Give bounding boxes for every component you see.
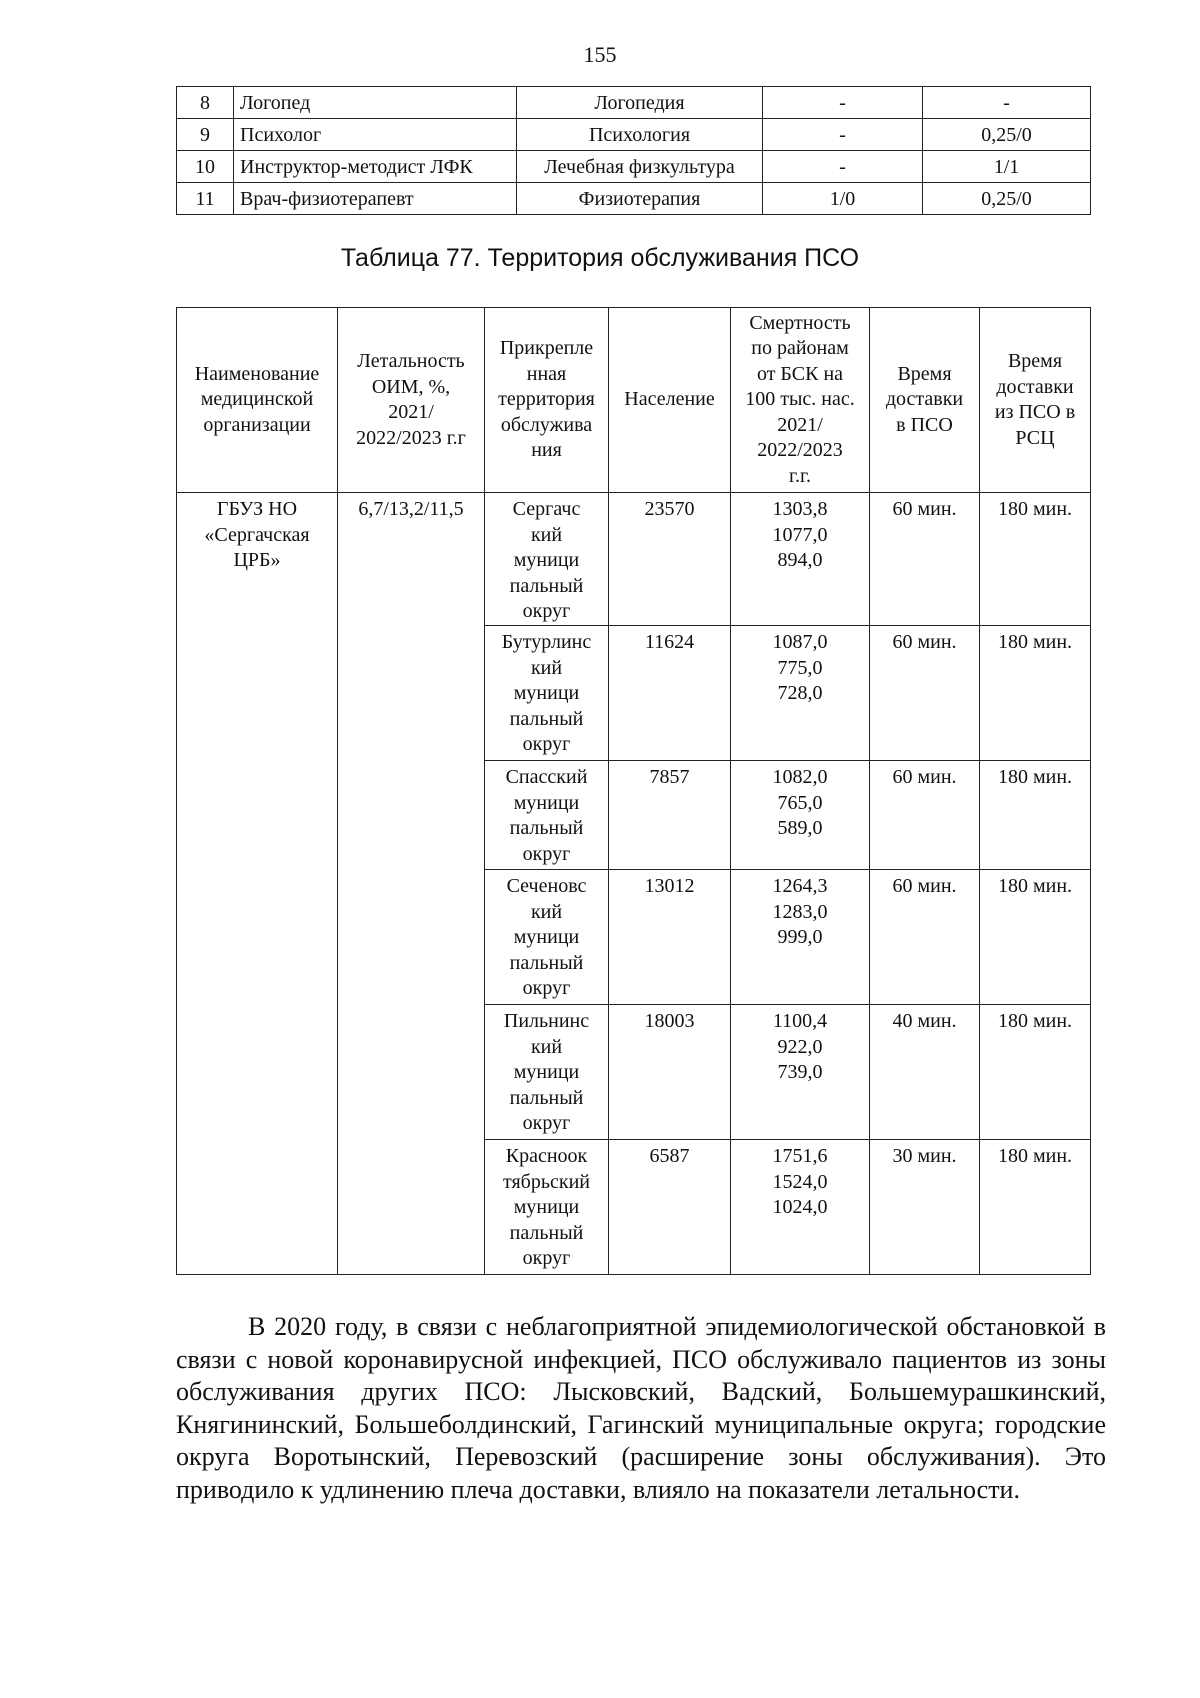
header-line: доставки	[996, 375, 1074, 398]
value-cell: -	[763, 119, 923, 151]
territory-line: Сергачс	[512, 498, 581, 520]
lethality-cell: 6,7/13,2/11,5	[338, 493, 485, 1275]
header-line: РСЦ	[1015, 426, 1055, 449]
territory-line: пальный	[509, 574, 584, 597]
mortality-value: 1283,0	[772, 900, 828, 923]
mortality-cell	[731, 761, 870, 870]
delivery-pso-cell: 30 мин.	[870, 1140, 980, 1275]
delivery-pso-cell: 60 мин.	[870, 761, 980, 870]
page-number: 155	[583, 42, 617, 67]
header-line: нная	[526, 362, 567, 385]
population-cell: 18003	[609, 1005, 731, 1140]
header-org	[177, 308, 338, 493]
territory-line: муници	[513, 926, 580, 948]
table-row	[177, 493, 1091, 626]
mortality-value: 894,0	[777, 549, 823, 571]
specialty-cell: Логопедия	[517, 87, 763, 119]
pso-territory-table	[176, 307, 1091, 1275]
header-line: медицинской	[200, 388, 314, 411]
territory-line: муници	[513, 1196, 580, 1218]
population-cell: 6587	[609, 1140, 731, 1275]
territory-line: кий	[530, 523, 563, 546]
territory-line: пальный	[509, 1086, 584, 1109]
territory-line: округ	[522, 1112, 571, 1134]
territory-line: пальный	[509, 1221, 584, 1244]
header-line: организации	[203, 413, 311, 436]
mortality-value: 589,0	[777, 817, 823, 839]
position-cell: Врач-физиотерапевт	[234, 183, 517, 215]
mortality-value: 999,0	[777, 926, 823, 948]
header-line: Время	[897, 362, 952, 385]
territory-cell	[485, 626, 609, 761]
header-line: по районам	[751, 337, 849, 360]
mortality-value: 1100,4	[772, 1010, 828, 1032]
territory-cell	[485, 761, 609, 870]
position-cell: Психолог	[234, 119, 517, 151]
organization-line: «Сергачская	[204, 523, 310, 546]
mortality-cell	[731, 870, 870, 1005]
position-cell: Логопед	[234, 87, 517, 119]
territory-line: Красноок	[505, 1145, 588, 1167]
mortality-value: 765,0	[777, 791, 823, 814]
mortality-value: 1087,0	[772, 631, 828, 653]
value-cell: -	[923, 87, 1091, 119]
mortality-value: 739,0	[777, 1061, 823, 1083]
mortality-value: 1524,0	[772, 1170, 828, 1193]
table-caption: Таблица 77. Территория обслуживания ПСО	[340, 244, 860, 272]
territory-line: кий	[530, 656, 563, 679]
header-line: 2021/	[777, 413, 823, 436]
organization-cell	[177, 493, 338, 1275]
delivery-rsc-cell: 180 мин.	[980, 493, 1091, 626]
territory-cell	[485, 1140, 609, 1275]
mortality-value: 1082,0	[772, 766, 828, 788]
header-line: 2022/2023 г.г	[356, 426, 466, 449]
organization-line: ГБУЗ НО	[216, 498, 298, 520]
row-number: 10	[177, 151, 234, 183]
mortality-value: 1077,0	[772, 523, 828, 546]
territory-cell	[485, 870, 609, 1005]
mortality-value: 1303,8	[772, 498, 828, 520]
delivery-pso-cell: 60 мин.	[870, 870, 980, 1005]
header-delivery-pso	[870, 308, 980, 493]
header-population	[609, 308, 731, 493]
population-cell: 13012	[609, 870, 731, 1005]
mortality-value: 775,0	[777, 656, 823, 679]
header-line: Смертность	[749, 311, 851, 334]
table-row	[177, 119, 1091, 151]
header-line: г.г.	[789, 464, 811, 487]
territory-line: Спасский	[505, 766, 588, 788]
header-line: из ПСО в	[994, 401, 1076, 423]
row-number: 11	[177, 183, 234, 215]
row-number: 8	[177, 87, 234, 119]
header-line: Время	[1007, 350, 1063, 372]
territory-line: округ	[522, 600, 571, 622]
header-line: от БСК на	[756, 362, 844, 385]
table-row	[177, 183, 1091, 215]
mortality-value: 1264,3	[772, 875, 828, 897]
population-cell: 7857	[609, 761, 731, 870]
value-cell: 1/0	[763, 183, 923, 215]
organization-line: ЦРБ»	[233, 549, 281, 571]
territory-line: тябрьский	[503, 1170, 590, 1193]
territory-line: округ	[522, 733, 571, 755]
header-line: доставки	[885, 388, 964, 411]
specialty-cell: Лечебная физкультура	[517, 151, 763, 183]
territory-line: пальный	[509, 707, 584, 730]
header-territory	[485, 308, 609, 493]
header-line: 2021/	[388, 401, 434, 423]
staff-table	[176, 86, 1091, 215]
header-lethality	[338, 308, 485, 493]
territory-line: Бутурлинс	[501, 631, 592, 653]
table-row	[177, 87, 1091, 119]
header-delivery-rsc	[980, 308, 1091, 493]
mortality-cell	[731, 1005, 870, 1140]
value-cell: 0,25/0	[923, 119, 1091, 151]
territory-line: Сеченовс	[506, 875, 587, 897]
territory-cell	[485, 493, 609, 626]
header-line: Население	[624, 388, 715, 411]
territory-line: муници	[513, 549, 580, 571]
row-number: 9	[177, 119, 234, 151]
territory-line: кий	[530, 900, 563, 923]
position-cell: Инструктор-методист ЛФК	[234, 151, 517, 183]
value-cell: -	[763, 151, 923, 183]
mortality-cell	[731, 1140, 870, 1275]
territory-line: Пильнинс	[503, 1010, 590, 1032]
delivery-pso-cell: 60 мин.	[870, 493, 980, 626]
mortality-value: 728,0	[777, 682, 823, 704]
header-row	[177, 308, 1091, 493]
delivery-rsc-cell: 180 мин.	[980, 626, 1091, 761]
delivery-pso-cell: 60 мин.	[870, 626, 980, 761]
mortality-cell	[731, 493, 870, 626]
table-row	[177, 151, 1091, 183]
territory-line: пальный	[509, 951, 584, 974]
header-line: в ПСО	[896, 413, 953, 436]
specialty-cell: Психология	[517, 119, 763, 151]
territory-line: округ	[522, 842, 571, 865]
territory-line: муници	[513, 1061, 580, 1083]
header-line: обслужива	[500, 413, 593, 436]
population-cell: 23570	[609, 493, 731, 626]
mortality-value: 1024,0	[772, 1196, 828, 1218]
territory-line: пальный	[509, 817, 584, 839]
header-line: ОИМ, %,	[371, 375, 451, 398]
delivery-rsc-cell: 180 мин.	[980, 761, 1091, 870]
specialty-cell: Физиотерапия	[517, 183, 763, 215]
mortality-cell	[731, 626, 870, 761]
delivery-pso-cell: 40 мин.	[870, 1005, 980, 1140]
territory-line: округ	[522, 1247, 571, 1269]
territory-line: муници	[513, 791, 580, 814]
value-cell: -	[763, 87, 923, 119]
mortality-value: 1751,6	[772, 1145, 828, 1167]
header-mortality	[731, 308, 870, 493]
delivery-rsc-cell: 180 мин.	[980, 1140, 1091, 1275]
value-cell: 0,25/0	[923, 183, 1091, 215]
value-cell: 1/1	[923, 151, 1091, 183]
body-paragraph: В 2020 году, в связи с неблагоприятной эпидемиологической обстановкой в связи с новой коронавирусной инфекцией, ПСО обслуживало пациентов из зоны обслуживания других ПСО: Лысковский, Вадский, Большемурашкинский, Княгининский, Большеболдинский, Гагинский муниципальные округа; городские округа Воротынский, Перевозский (расширение зоны обслуживания). Это приводило к удлинению плеча доставки, влияло на показатели летальности.	[176, 1312, 1106, 1504]
header-line: ния	[531, 439, 562, 462]
header-line: Прикрепле	[499, 337, 594, 360]
delivery-rsc-cell: 180 мин.	[980, 870, 1091, 1005]
header-line: территория	[498, 388, 595, 411]
territory-cell	[485, 1005, 609, 1140]
territory-line: муници	[513, 682, 580, 704]
population-cell: 11624	[609, 626, 731, 761]
territory-line: округ	[522, 977, 571, 999]
header-line: 2022/2023	[757, 439, 843, 462]
mortality-value: 922,0	[777, 1035, 823, 1058]
header-line: Летальность	[357, 350, 465, 372]
territory-line: кий	[530, 1035, 563, 1058]
delivery-rsc-cell: 180 мин.	[980, 1005, 1091, 1140]
header-line: 100 тыс. нас.	[745, 388, 855, 411]
header-line: Наименование	[194, 362, 320, 385]
